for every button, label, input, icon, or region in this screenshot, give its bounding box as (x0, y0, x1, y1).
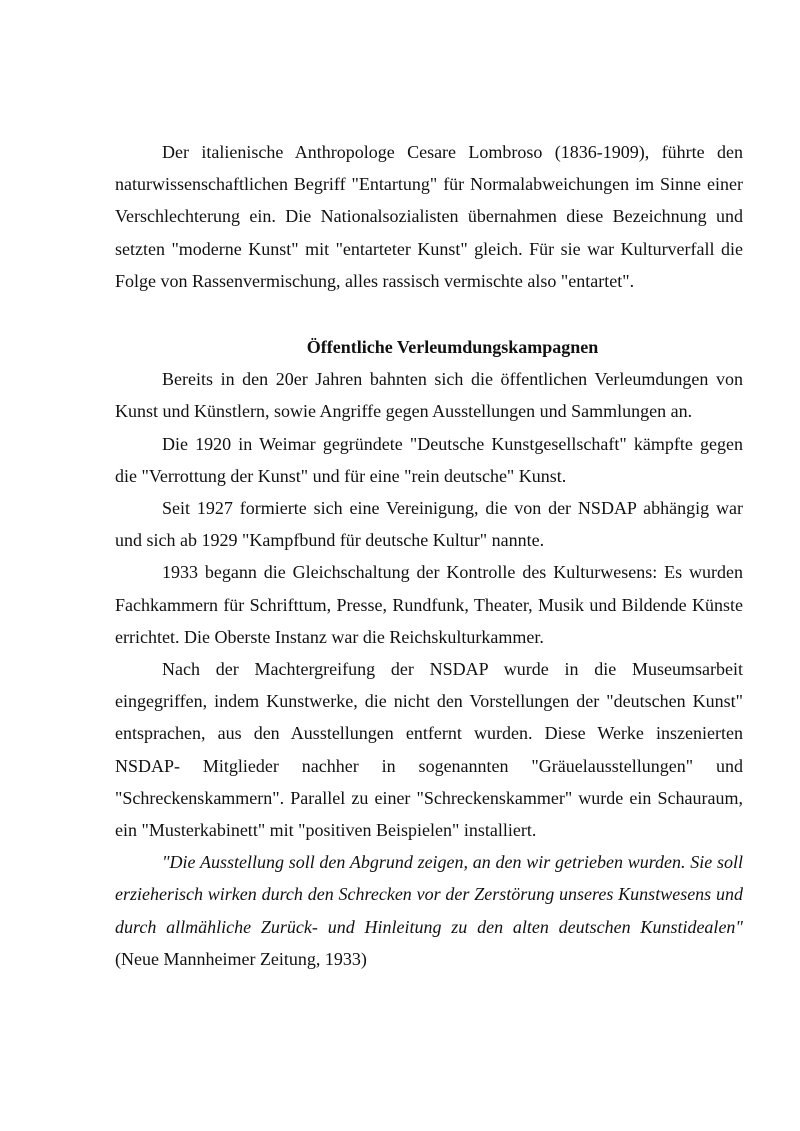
quote-source: (Neue Mannheimer Zeitung, 1933) (115, 948, 367, 969)
quote-paragraph (115, 846, 743, 975)
intro-paragraph: Der italienische Anthropologe Cesare Lombroso (1836-1909), führte den naturwissenschaftlichen Begriff "Entartung" für Normalabweichungen im Sinne einer Verschlechterung ein. Die Nationalsozialisten übernahmen diese Bezeichnung und setzten "moderne Kunst" mit "entarteter Kunst" gleich. Für sie war Kulturverfall die Folge von Rassenvermischung, alles rassisch vermischte also "entartet". (115, 142, 743, 291)
section-gap (115, 297, 743, 331)
document-page (115, 136, 743, 975)
quote-text: "Die Ausstellung soll den Abgrund zeigen, an den wir getrieben wurden. Sie soll erzieherisch wirken durch den Schrecken vor der Zerstörung unseres Kunstwesens und durch allmähliche Zurück- und Hinleitung zu den alten deutschen Kunstidealen" (115, 852, 743, 937)
paragraph-3: Seit 1927 formierte sich eine Vereinigung, die von der NSDAP abhängig war und sich ab 1929 "Kampfbund für deutsche Kultur" nannte. (115, 498, 743, 551)
section-heading: Öffentliche Verleumdungskampagnen (306, 337, 599, 358)
paragraph-5: Nach der Machtergreifung der NSDAP wurde in die Museumsarbeit eingegriffen, indem Kunstwerke, die nicht den Vorstellungen der "deutschen Kunst" entsprachen, aus den Ausstellungen entfernt wurden. Diese Werke inszenierten NSDAP- Mitglieder nachher in sogenannten "Gräuelausstellungen" und "Schreckenskammern". Parallel zu einer "Schreckenskammer" wurde ein Schauraum, ein "Musterkabinett" mit "positiven Beispielen" installiert. (115, 659, 743, 841)
paragraph-4: 1933 begann die Gleichschaltung der Kontrolle des Kulturwesens: Es wurden Fachkammern für Schrifttum, Presse, Rundfunk, Theater, Musik und Bildende Künste errichtet. Die Oberste Instanz war die Reichskulturkammer. (115, 562, 743, 647)
paragraph-2: Die 1920 in Weimar gegründete "Deutsche Kunstgesellschaft" kämpfte gegen die "Verrottung der Kunst" und für eine "rein deutsche" Kunst. (115, 433, 743, 486)
paragraph-1: Bereits in den 20er Jahren bahnten sich die öffentlichen Verleumdungen von Kunst und Künstlern, sowie Angriffe gegen Ausstellungen und Sammlungen an. (115, 369, 743, 422)
